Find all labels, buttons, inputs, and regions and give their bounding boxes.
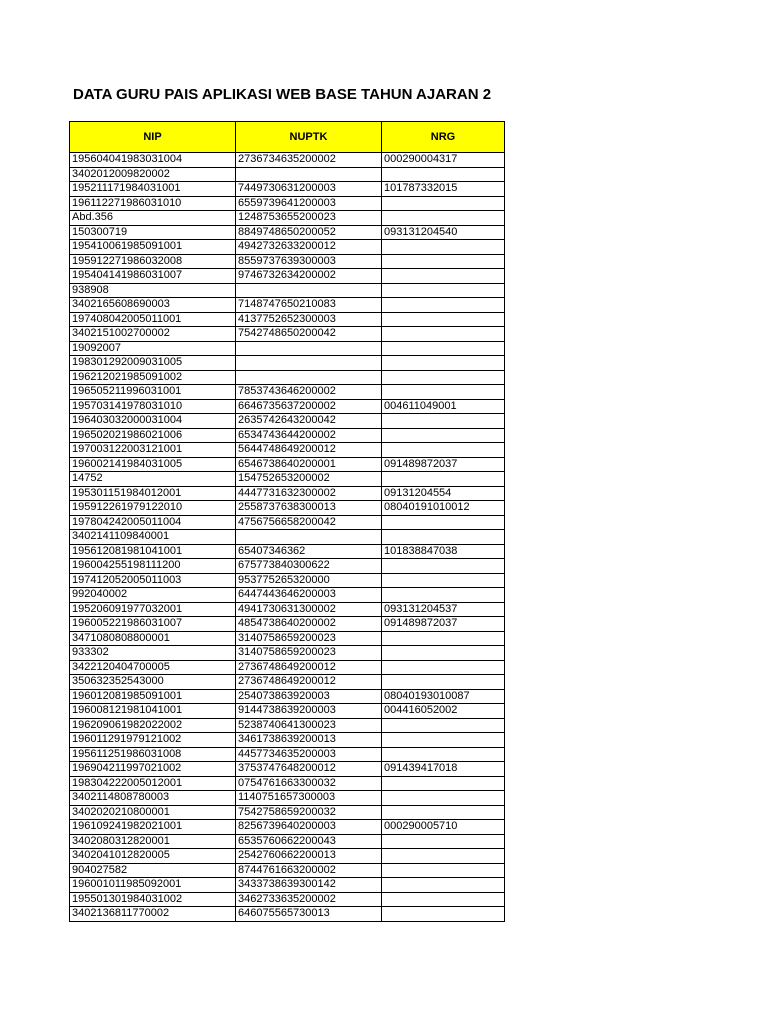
nuptk-cell: 1248753655200023 — [236, 211, 382, 226]
nrg-cell — [382, 660, 505, 675]
nrg-cell — [382, 269, 505, 284]
nrg-cell: 004611049001 — [382, 399, 505, 414]
nrg-cell: 000290005710 — [382, 820, 505, 835]
table-row — [70, 530, 505, 545]
table-row — [70, 240, 505, 255]
nip-cell: 198301292009031005 — [70, 356, 236, 371]
table-row — [70, 370, 505, 385]
nrg-cell — [382, 254, 505, 269]
table-row — [70, 718, 505, 733]
nuptk-cell: 4457734635200003 — [236, 747, 382, 762]
nrg-cell — [382, 675, 505, 690]
nuptk-cell: 7853743646200002 — [236, 385, 382, 400]
teacher-data-table — [69, 121, 505, 922]
nip-cell: 195501301984031002 — [70, 892, 236, 907]
table-row — [70, 559, 505, 574]
table-row — [70, 762, 505, 777]
nuptk-cell: 2542760662200013 — [236, 849, 382, 864]
nuptk-cell — [236, 167, 382, 182]
nuptk-cell: 2736734635200002 — [236, 153, 382, 168]
column-header-nuptk: NUPTK — [236, 122, 382, 153]
table-row — [70, 544, 505, 559]
nuptk-cell — [236, 356, 382, 371]
table-row — [70, 269, 505, 284]
nrg-cell — [382, 907, 505, 922]
nip-cell: 3402141109840001 — [70, 530, 236, 545]
table-row — [70, 457, 505, 472]
nrg-cell — [382, 327, 505, 342]
table-body — [70, 153, 505, 922]
nip-cell: 196001011985092001 — [70, 878, 236, 893]
nip-cell: 3402080312820001 — [70, 834, 236, 849]
nuptk-cell — [236, 341, 382, 356]
nuptk-cell: 675773840300622 — [236, 559, 382, 574]
table-row — [70, 805, 505, 820]
nrg-cell: 101838847038 — [382, 544, 505, 559]
table-row — [70, 312, 505, 327]
table-row — [70, 791, 505, 806]
nrg-cell — [382, 863, 505, 878]
nip-cell: 195912271986032008 — [70, 254, 236, 269]
nip-cell: 3402151002700002 — [70, 327, 236, 342]
nip-cell: 3402041012820005 — [70, 849, 236, 864]
nip-cell: 904027582 — [70, 863, 236, 878]
nuptk-cell: 8256739640200003 — [236, 820, 382, 835]
nuptk-cell — [236, 283, 382, 298]
nip-cell: 3402165608690003 — [70, 298, 236, 313]
table-row — [70, 196, 505, 211]
nrg-cell — [382, 573, 505, 588]
nuptk-cell: 8559737639300003 — [236, 254, 382, 269]
nuptk-cell: 4942732633200012 — [236, 240, 382, 255]
table-row — [70, 443, 505, 458]
nrg-cell — [382, 312, 505, 327]
nuptk-cell: 7542748650200042 — [236, 327, 382, 342]
nrg-cell — [382, 356, 505, 371]
nuptk-cell: 8744761663200002 — [236, 863, 382, 878]
table-row — [70, 733, 505, 748]
nip-cell: 196904211997021002 — [70, 762, 236, 777]
nrg-cell — [382, 530, 505, 545]
nuptk-cell: 65407346362 — [236, 544, 382, 559]
nip-cell: 195301151984012001 — [70, 486, 236, 501]
table-row — [70, 327, 505, 342]
nip-cell: 198304222005012001 — [70, 776, 236, 791]
nuptk-cell: 2736748649200012 — [236, 675, 382, 690]
nuptk-cell: 4447731632300002 — [236, 486, 382, 501]
nrg-cell — [382, 196, 505, 211]
nuptk-cell: 3433738639300142 — [236, 878, 382, 893]
nuptk-cell: 3461738639200013 — [236, 733, 382, 748]
table-row — [70, 588, 505, 603]
nuptk-cell — [236, 370, 382, 385]
table-row — [70, 356, 505, 371]
nip-cell: 196004255198111200 — [70, 559, 236, 574]
column-header-nrg: NRG — [382, 122, 505, 153]
nrg-cell: 091439417018 — [382, 762, 505, 777]
nuptk-cell: 4854738640200002 — [236, 617, 382, 632]
table-row — [70, 182, 505, 197]
nip-cell: 195211171984031001 — [70, 182, 236, 197]
table-row — [70, 675, 505, 690]
nrg-cell — [382, 385, 505, 400]
nip-cell: 3402136811770002 — [70, 907, 236, 922]
nip-cell: 195410061985091001 — [70, 240, 236, 255]
table-row — [70, 414, 505, 429]
nuptk-cell: 953775265320000 — [236, 573, 382, 588]
table-row — [70, 660, 505, 675]
nip-cell: 938908 — [70, 283, 236, 298]
nip-cell: 196209061982022002 — [70, 718, 236, 733]
nuptk-cell: 4756756658200042 — [236, 515, 382, 530]
nip-cell: 195404141986031007 — [70, 269, 236, 284]
nip-cell: 197804242005011004 — [70, 515, 236, 530]
nrg-cell — [382, 776, 505, 791]
nuptk-cell: 2635742643200042 — [236, 414, 382, 429]
nuptk-cell: 154752653200002 — [236, 472, 382, 487]
table-row — [70, 153, 505, 168]
nuptk-cell: 6535760662200043 — [236, 834, 382, 849]
table-row — [70, 515, 505, 530]
table-row — [70, 689, 505, 704]
nip-cell: 350632352543000 — [70, 675, 236, 690]
nuptk-cell: 6447443646200003 — [236, 588, 382, 603]
nrg-cell — [382, 892, 505, 907]
nuptk-cell: 5644748649200012 — [236, 443, 382, 458]
nrg-cell — [382, 211, 505, 226]
nrg-cell — [382, 472, 505, 487]
nrg-cell — [382, 849, 505, 864]
nrg-cell: 091489872037 — [382, 457, 505, 472]
table-row — [70, 428, 505, 443]
nuptk-cell: 6534743644200002 — [236, 428, 382, 443]
nuptk-cell: 5238740641300023 — [236, 718, 382, 733]
nip-cell: 196502021986021006 — [70, 428, 236, 443]
nip-cell: 3402114808780003 — [70, 791, 236, 806]
nuptk-cell: 9144738639200003 — [236, 704, 382, 719]
nuptk-cell: 0754761663300032 — [236, 776, 382, 791]
nip-cell: 196012081985091001 — [70, 689, 236, 704]
nrg-cell — [382, 834, 505, 849]
nip-cell: 195206091977032001 — [70, 602, 236, 617]
nrg-cell — [382, 443, 505, 458]
table-row — [70, 834, 505, 849]
table-row — [70, 501, 505, 516]
nrg-cell: 000290004317 — [382, 153, 505, 168]
nip-cell: 196011291979121002 — [70, 733, 236, 748]
nip-cell: 196112271986031010 — [70, 196, 236, 211]
nip-cell: 3402012009820002 — [70, 167, 236, 182]
nrg-cell — [382, 283, 505, 298]
nuptk-cell — [236, 530, 382, 545]
table-row — [70, 472, 505, 487]
nuptk-cell: 2736748649200012 — [236, 660, 382, 675]
nuptk-cell: 254073863920003 — [236, 689, 382, 704]
nip-cell: 3422120404700005 — [70, 660, 236, 675]
table-row — [70, 820, 505, 835]
table-row — [70, 863, 505, 878]
nip-cell: 196008121981041001 — [70, 704, 236, 719]
table-row — [70, 617, 505, 632]
table-row — [70, 878, 505, 893]
nuptk-cell: 7148747650210083 — [236, 298, 382, 313]
nuptk-cell: 6559739641200003 — [236, 196, 382, 211]
nrg-cell — [382, 298, 505, 313]
table-row — [70, 225, 505, 240]
table-row — [70, 747, 505, 762]
nip-cell: 196212021985091002 — [70, 370, 236, 385]
nrg-cell — [382, 341, 505, 356]
nrg-cell — [382, 791, 505, 806]
nip-cell: 196002141984031005 — [70, 457, 236, 472]
table-row — [70, 631, 505, 646]
nrg-cell: 004416052002 — [382, 704, 505, 719]
nip-cell: 150300719 — [70, 225, 236, 240]
table-row — [70, 776, 505, 791]
table-row — [70, 341, 505, 356]
nrg-cell — [382, 370, 505, 385]
nuptk-cell: 6546738640200001 — [236, 457, 382, 472]
nuptk-cell: 7449730631200003 — [236, 182, 382, 197]
nrg-cell — [382, 747, 505, 762]
nuptk-cell: 6646735637200002 — [236, 399, 382, 414]
nuptk-cell: 4137752652300003 — [236, 312, 382, 327]
nip-cell: 992040002 — [70, 588, 236, 603]
table-row — [70, 298, 505, 313]
nuptk-cell: 9746732634200002 — [236, 269, 382, 284]
nuptk-cell: 3140758659200023 — [236, 646, 382, 661]
table-row — [70, 646, 505, 661]
column-header-nip: NIP — [70, 122, 236, 153]
table-row — [70, 704, 505, 719]
nuptk-cell: 1140751657300003 — [236, 791, 382, 806]
table-row — [70, 399, 505, 414]
table-row — [70, 573, 505, 588]
nrg-cell — [382, 428, 505, 443]
nrg-cell: 08040191010012 — [382, 501, 505, 516]
nuptk-cell: 3140758659200023 — [236, 631, 382, 646]
nip-cell: 195604041983031004 — [70, 153, 236, 168]
nuptk-cell: 646075565730013 — [236, 907, 382, 922]
nuptk-cell: 7542758659200032 — [236, 805, 382, 820]
nrg-cell — [382, 167, 505, 182]
nip-cell: 197412052005011003 — [70, 573, 236, 588]
nrg-cell: 093131204540 — [382, 225, 505, 240]
nip-cell: 195703141978031010 — [70, 399, 236, 414]
nuptk-cell: 2558737638300013 — [236, 501, 382, 516]
nrg-cell — [382, 515, 505, 530]
nrg-cell — [382, 414, 505, 429]
nip-cell: 19092007 — [70, 341, 236, 356]
table-row — [70, 283, 505, 298]
nrg-cell: 08040193010087 — [382, 689, 505, 704]
nip-cell: 14752 — [70, 472, 236, 487]
nip-cell: 196403032000031004 — [70, 414, 236, 429]
nip-cell: 3402020210800001 — [70, 805, 236, 820]
nrg-cell: 101787332015 — [382, 182, 505, 197]
table-row — [70, 167, 505, 182]
table-row — [70, 254, 505, 269]
nrg-cell: 093131204537 — [382, 602, 505, 617]
nrg-cell — [382, 718, 505, 733]
nrg-cell — [382, 631, 505, 646]
nuptk-cell: 3753747648200012 — [236, 762, 382, 777]
table-header-row — [70, 122, 505, 153]
nip-cell: 195611251986031008 — [70, 747, 236, 762]
nip-cell: 933302 — [70, 646, 236, 661]
nuptk-cell: 8849748650200052 — [236, 225, 382, 240]
table-row — [70, 907, 505, 922]
nip-cell: 195612081981041001 — [70, 544, 236, 559]
nip-cell: 197408042005011001 — [70, 312, 236, 327]
nip-cell: 3471080808800001 — [70, 631, 236, 646]
nuptk-cell: 4941730631300002 — [236, 602, 382, 617]
page-title: DATA GURU PAIS APLIKASI WEB BASE TAHUN AJARAN 2 — [73, 86, 492, 103]
nrg-cell — [382, 878, 505, 893]
nip-cell: 196109241982021001 — [70, 820, 236, 835]
table-row — [70, 849, 505, 864]
nrg-cell: 09131204554 — [382, 486, 505, 501]
table-row — [70, 602, 505, 617]
nip-cell: 195912261979122010 — [70, 501, 236, 516]
table-row — [70, 211, 505, 226]
nrg-cell — [382, 805, 505, 820]
table-row — [70, 486, 505, 501]
nrg-cell — [382, 733, 505, 748]
nrg-cell — [382, 588, 505, 603]
nrg-cell — [382, 559, 505, 574]
nrg-cell — [382, 646, 505, 661]
nip-cell: Abd.356 — [70, 211, 236, 226]
nip-cell: 197003122003121001 — [70, 443, 236, 458]
nrg-cell: 091489872037 — [382, 617, 505, 632]
nuptk-cell: 3462733635200002 — [236, 892, 382, 907]
table-row — [70, 892, 505, 907]
nip-cell: 196005221986031007 — [70, 617, 236, 632]
nip-cell: 196505211996031001 — [70, 385, 236, 400]
table-row — [70, 385, 505, 400]
nrg-cell — [382, 240, 505, 255]
